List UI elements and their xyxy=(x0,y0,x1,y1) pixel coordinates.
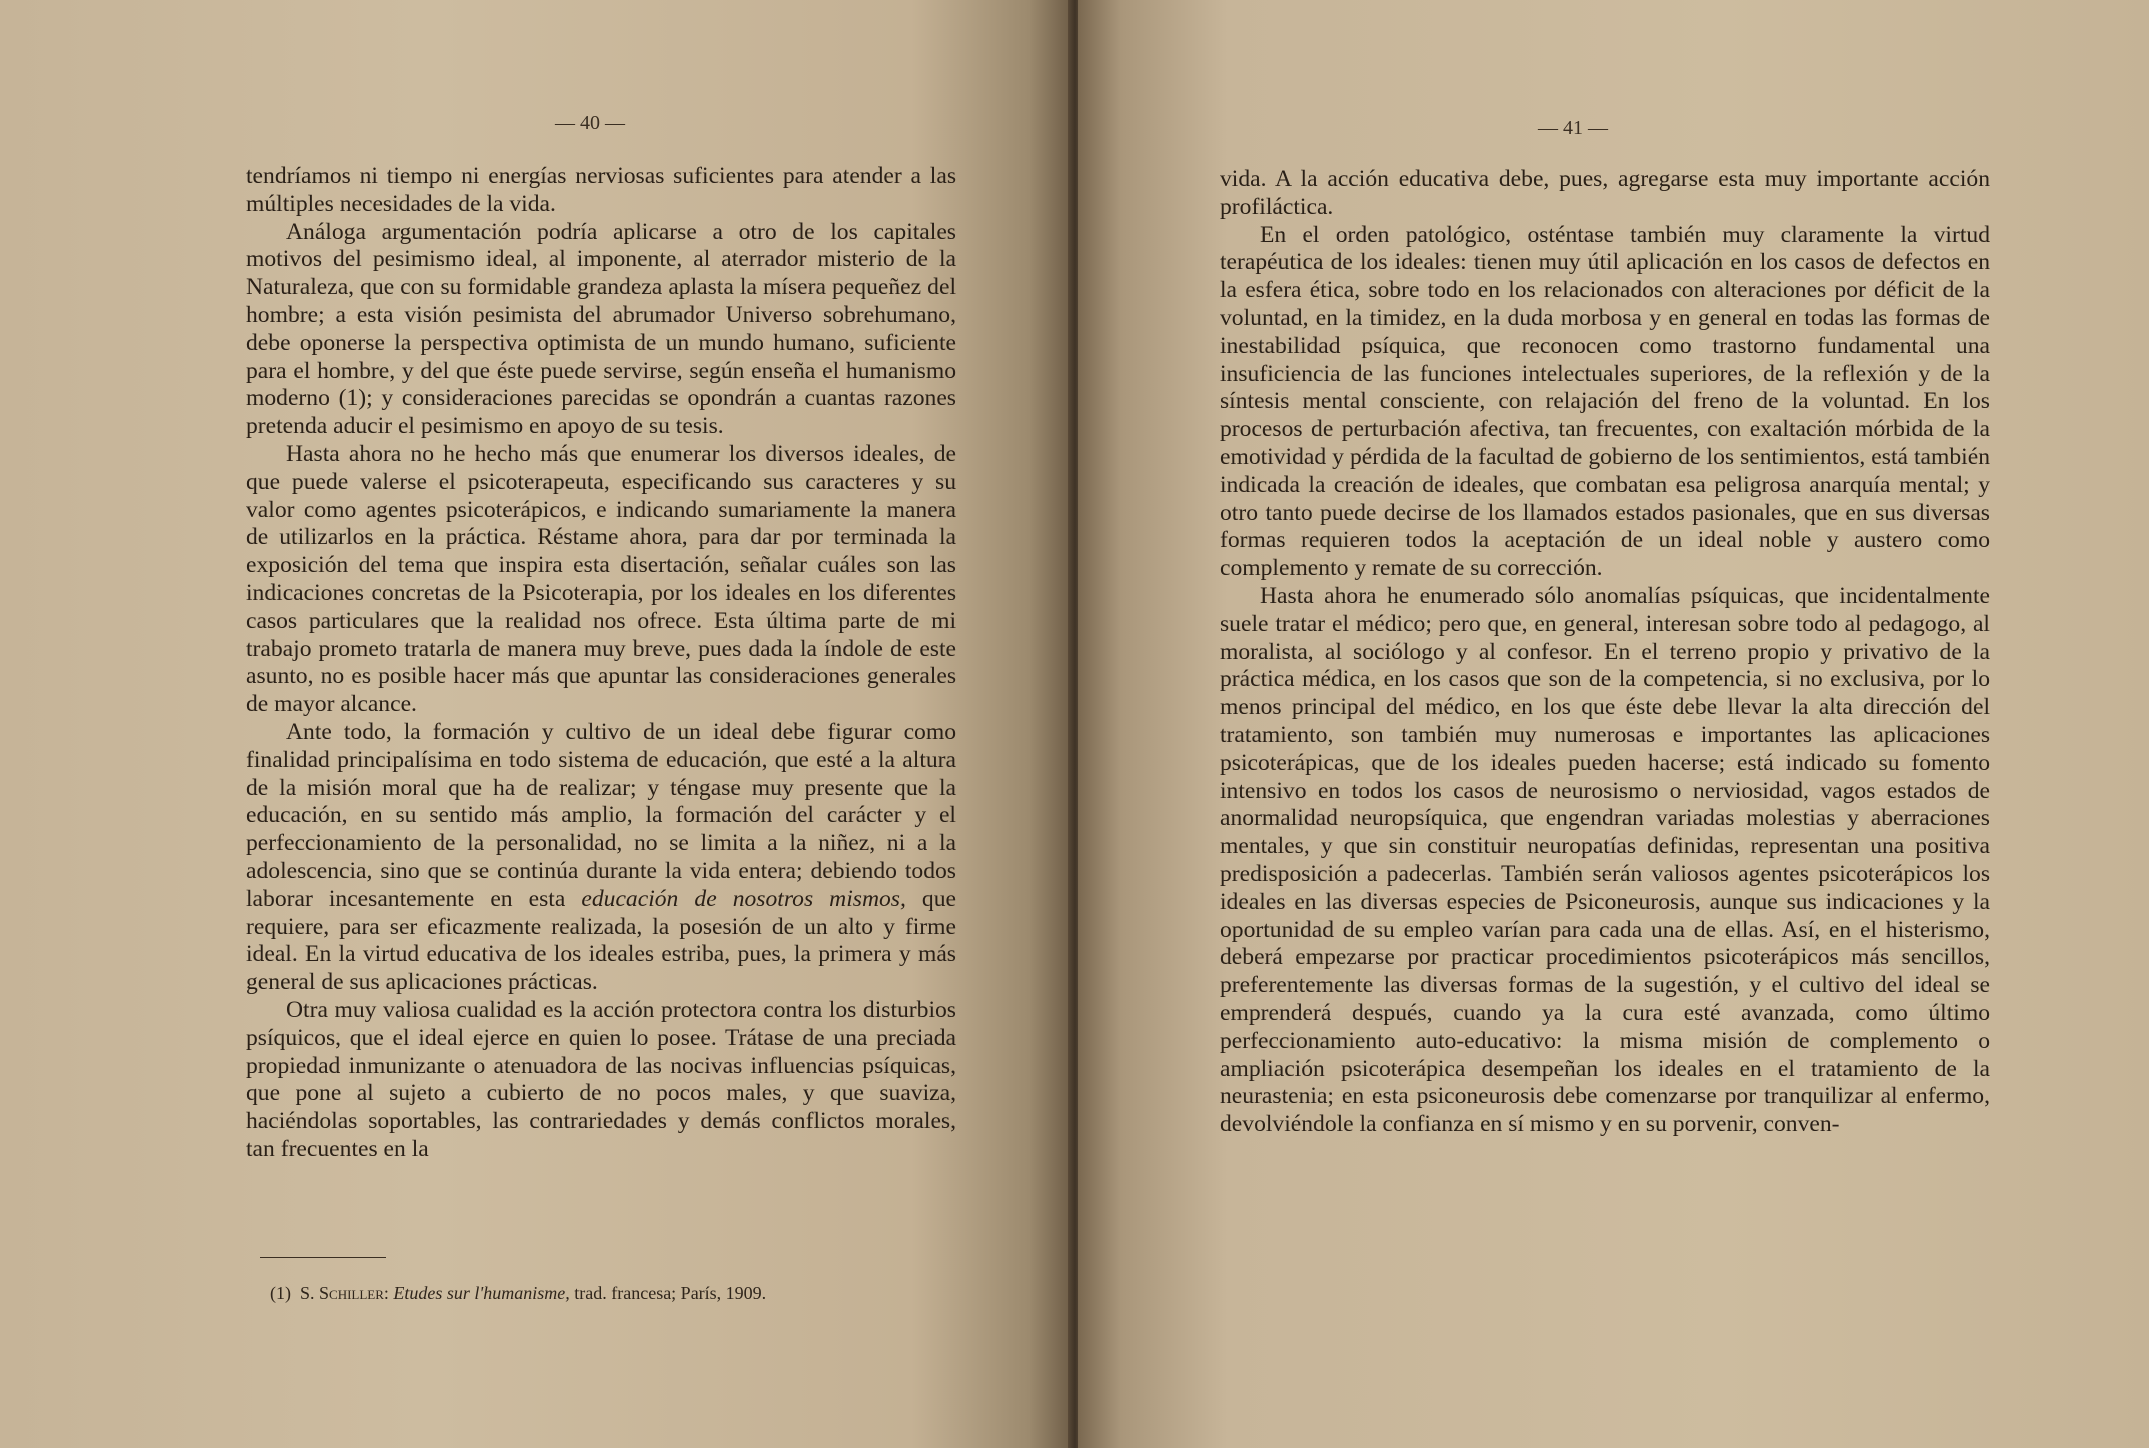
left-page xyxy=(0,0,1072,1448)
paragraph: Hasta ahora no he hecho más que enumerar los diversos ideales, de que puede valerse el psicoterapeuta, especificando sus caracteres y su valor como agentes psicoterápicos, e indicando sumariamente la manera de utilizarlos en la práctica. Réstame ahora, para dar por terminada la exposición del tema que inspira esta disertación, señalar cuáles son las indicaciones concretas de la Psicoterapia, por los ideales en los diferentes casos particulares que la realidad nos ofrece. Esta última parte de mi trabajo prometo tratarla de manera muy breve, pues dada la índole de este asunto, no es posible hacer más que apuntar las consideraciones generales de mayor alcance. xyxy=(246,440,956,718)
italic-phrase: educación de nosotros mismos, xyxy=(581,885,906,912)
paragraph: Hasta ahora he enumerado sólo anomalías psíquicas, que incidentalmente suele tratar el médico; pero que, en general, interesan sobre todo al pedagogo, al moralista, al sociólogo y al confesor. En el terreno propio y privativo de la práctica médica, en los casos que son de la competencia, si no exclusiva, por lo menos principal del médico, en los que éste debe llevar la alta dirección del tratamiento, son también muy numerosas e importantes las aplicaciones psicoterápicas, que de los ideales pueden hacerse; está indicado su fomento intensivo en todos los casos de neurosismo o nerviosidad, vagos estados de anormalidad neuropsíquica, que engendran variadas molestias y aberraciones mentales, y que sin constituir neuropatías definidas, representan una positiva predisposición a padecerlas. También serán valiosos agentes psicoterápicos los ideales en las diversas especies de Psiconeurosis, aunque sus indicaciones y la oportunidad de su empleo varían para cada una de ellas. Así, en el histerismo, deberá empezarse por practicar procedimientos psicoterápicos más sencillos, preferentemente las diversas formas de la sugestión, y el cultivo del ideal se emprenderá después, cuando ya la cura esté avanzada, como último perfeccionamiento auto-educativo: la misma misión de complemento o ampliación psicoterápica desempeñan los ideales en el tratamiento de la neurastenia; en esta psiconeurosis debe comenzarse por tranquilizar al enfermo, devolviéndole la confianza en sí mismo y en su porvenir, conven- xyxy=(1220,582,1990,1138)
left-page-body xyxy=(246,163,956,1164)
footnote-author: S. Schiller: xyxy=(300,1283,389,1303)
paragraph xyxy=(246,719,956,997)
page-number-41: — 41 — xyxy=(1538,117,1608,139)
paragraph: Análoga argumentación podría aplicarse a otro de los capitales motivos del pesimismo ideal, al imponente, al aterrador misterio de la Naturaleza, que con su formidable grandeza aplasta la mísera pequeñez del hombre; a esta visión pesimista del abrumador Universo sobrehumano, debe oponerse la perspectiva optimista de un mundo humano, suficiente para el hombre, y del que éste puede servirse, según enseña el humanismo moderno (1); y consideraciones parecidas se opondrán a cuantas razones pretenda aducir el pesimismo en apoyo de su tesis. xyxy=(246,218,956,440)
footnote-marker: (1) xyxy=(270,1283,291,1303)
paragraph: En el orden patológico, osténtase también muy claramente la virtud terapéutica de los ideales: tienen muy útil aplicación en los casos de defectos en la esfera ética, sobre todo en los relacionados con alteraciones por déficit de la voluntad, en la timidez, en la duda morbosa y en general en todas las formas de inestabilidad psíquica, que reconocen como trastorno fundamental una insuficiencia de las funciones intelectuales superiores, de la reflexión y de la síntesis mental consciente, con relajación del freno de la voluntad. En los procesos de perturbación afectiva, tan frecuentes, con exaltación mórbida de la emotividad y pérdida de la facultad de gobierno de los sentimientos, está también indicada la creación de ideales, que combatan esa peligrosa anarquía mental; y otro tanto puede decirse de los llamados estados pasionales, que en sus diversas formas requieren todos la aceptación de un ideal noble y austero como complemento y remate de su corrección. xyxy=(1220,221,1990,582)
paragraph: Otra muy valiosa cualidad es la acción protectora contra los disturbios psíquicos, que el ideal ejerce en quien lo posee. Trátase de una preciada propiedad inmunizante o atenuadora de las nocivas influencias psíquicas, que pone al sujeto a cubierto de no pocos males, y que suaviza, haciéndolas soportables, las contrariedades y demás conflictos morales, tan frecuentes en la xyxy=(246,996,956,1162)
footnote xyxy=(270,1283,970,1304)
page-number-40: — 40 — xyxy=(555,112,625,134)
paragraph: vida. A la acción educativa debe, pues, agregarse esta muy importante acción profiláctica. xyxy=(1220,166,1990,220)
right-page xyxy=(1078,0,2149,1448)
paragraph-text: Ante todo, la formación y cultivo de un ideal debe figurar como finalidad principalísima en todo sistema de educación, que esté a la altura de la misión moral que ha de realizar; y téngase muy presente que la educación, en su sentido más amplio, la formación del carácter y el perfeccionamiento de la personalidad, no se limita a la niñez, ni a la adolescencia, sino que se continúa durante la vida entera; debiendo todos laborar incesantemente en esta xyxy=(246,718,956,912)
footnote-title: Etudes sur l'humanisme, xyxy=(393,1283,570,1303)
right-page-body xyxy=(1220,166,1990,1139)
footnote-rest: trad. francesa; París, 1909. xyxy=(574,1283,767,1303)
footnote-rule xyxy=(260,1257,386,1258)
paragraph: tendríamos ni tiempo ni energías nerviosas suficientes para atender a las múltiples necesidades de la vida. xyxy=(246,163,956,217)
paragraph-text: que requiere, para ser eficazmente realizada, la posesión de un alto y firme ideal. En la virtud educativa de los ideales estriba, pues, la primera y más general de sus aplicaciones prácticas. xyxy=(246,885,956,996)
